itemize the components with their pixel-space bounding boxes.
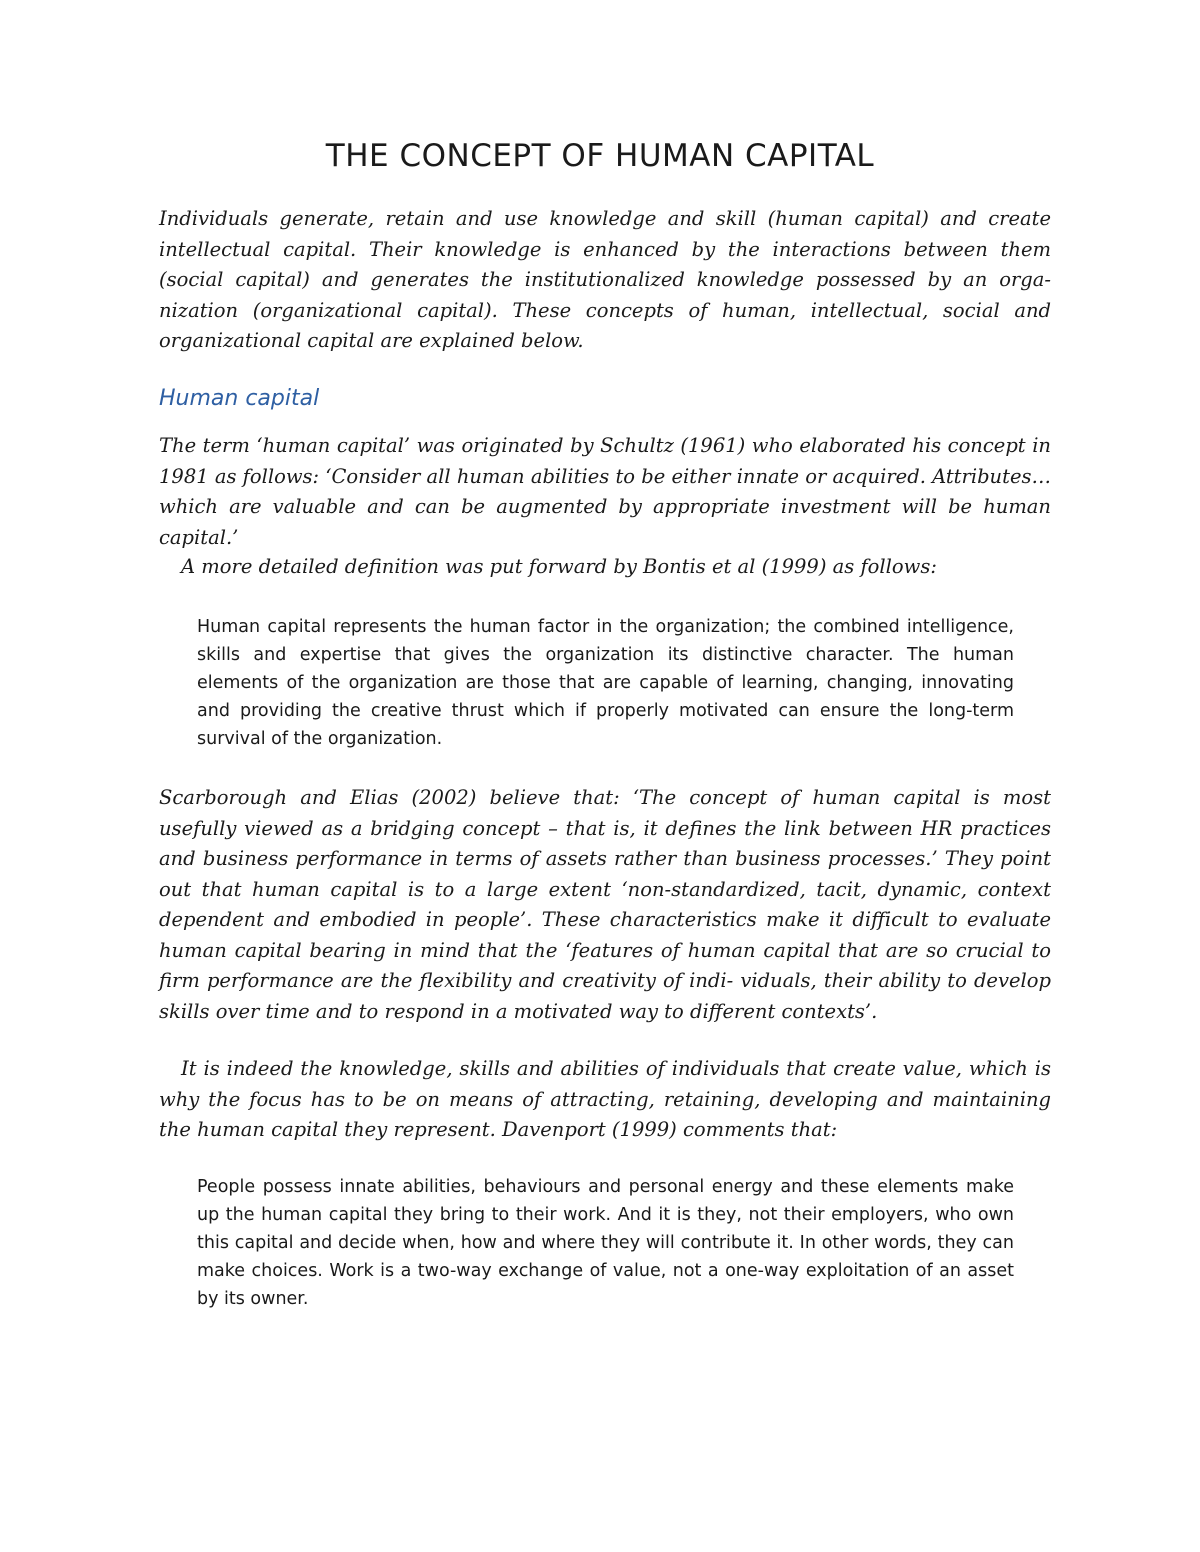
- davenport-block-quote: People possess innate abilities, behaviours and personal energy and these elements make up the human capital they bring to their work. And it is they, not their employers, who own this capital and decide when, how and where they will contribute it. In other words, they can make choices. Work is a two-way exchange of value, not a one-way exploitation of an asset by its owner.: [197, 1177, 1014, 1309]
- schultz-paragraph: The term ‘human capital’ was originated by Schultz (1961) who elaborated his concept in 1981 as follows: ‘Consider all human abilities to be either innate or acquired. Attributes… which are valuable and can be augmented by appropriate investment will be human capital.’: [159, 434, 1051, 549]
- section-heading-human-capital: Human capital: [159, 386, 320, 411]
- knowledge-paragraph: It is indeed the knowledge, skills and abilities of individuals that create value, which is why the focus has to be on means of attracting, retaining, developing and maintaining the human capital they represent. Davenport (1999) comments that:: [159, 1057, 1051, 1141]
- intro-paragraph: Individuals generate, retain and use knowledge and skill (human capital) and create intellectual capital. Their knowledge is enhanced by the interactions between them (social capital) and generates the institutionalized knowledge possessed by an organization (organizational capital). These concepts of human, intellectual, social and organizational capital are explained below.: [159, 207, 1051, 352]
- page-title: THE CONCEPT OF HUMAN CAPITAL: [325, 138, 875, 174]
- bontis-block-quote: Human capital represents the human factor in the organization; the combined intelligence, skills and expertise that gives the organization its distinctive character. The human elements of the organization are those that are capable of learning, changing, innovating and providing the creative thrust which if properly motivated can ensure the long-term survival of the organization.: [197, 617, 1014, 749]
- scarborough-paragraph: Scarborough and Elias (2002) believe that: ‘The concept of human capital is most usefully viewed as a bridging concept – that is, it defines the link between HR practices and business performance in terms of assets rather than business processes.’ They point out that human capital is to a large extent ‘non-standardized, tacit, dynamic, context dependent and embodied in people’. These characteristics make it difficult to evaluate human capital bearing in mind that the ‘features of human capital that are so crucial to firm performance are the flexibility and creativity of indi- viduals, their ability to develop skills over time and to respond in a motivated way to different contexts’.: [159, 786, 1051, 1023]
- bontis-intro-paragraph: A more detailed definition was put forward by Bontis et al (1999) as follows:: [181, 555, 937, 578]
